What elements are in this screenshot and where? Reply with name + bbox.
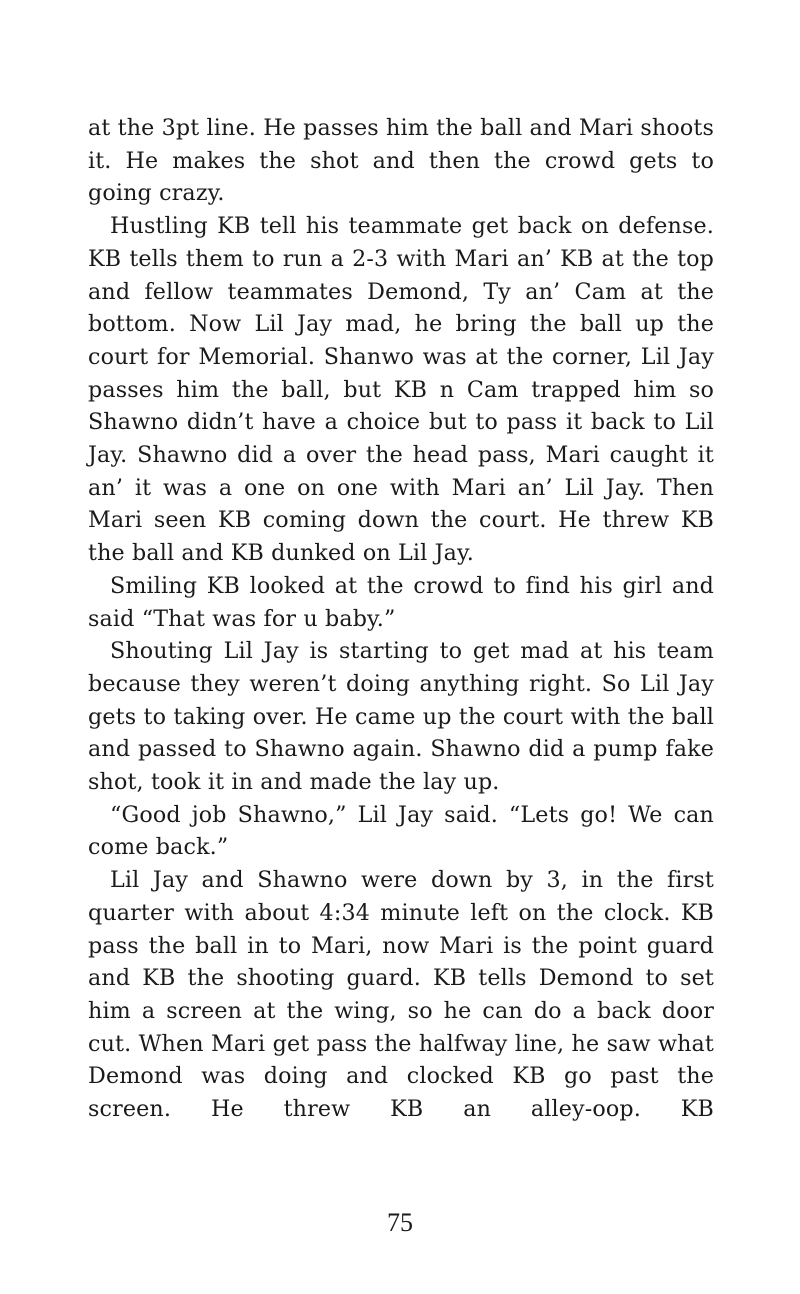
page-number: 75	[387, 1208, 413, 1237]
paragraph-2: Hustling KB tell his teammate get back on defense. KB tells them to run a 2-3 with Mari an’ KB at the top and fellow teammates Demond, Ty an’ Cam at the bottom. Now Lil Jay mad, he bring the ball up the court for Memorial. Shanwo was at the corner, Lil Jay passes him the ball, but KB n Cam trapped him so Shawno didn’t have a choice but to pass it back to Lil Jay. Shawno did a over the head pass, Mari caught it an’ it was a one on one with Mari an’ Lil Jay. Then Mari seen KB coming down the court. He threw KB the ball and KB dunked on Lil Jay.	[88, 213, 714, 567]
paragraph-1: at the 3pt line. He passes him the ball and Mari shoots it. He makes the shot and then the crowd gets to going crazy.	[88, 115, 714, 207]
paragraph-6: Lil Jay and Shawno were down by 3, in the first quarter with about 4:34 minute left on the clock. KB pass the ball in to Mari, now Mari is the point guard and KB the shooting guard. KB tells Demond to set him a screen at the wing, so he can do a back door cut. When Mari get pass the halfway line, he saw what Demond was doing and clocked KB go past the screen. He threw KB an alley-oop. KB	[88, 867, 714, 1123]
paragraph-5: “Good job Shawno,” Lil Jay said. “Lets go! We can come back.”	[88, 801, 714, 861]
paragraph-4: Shouting Lil Jay is starting to get mad at his team because they weren’t doing anything right. So Lil Jay gets to taking over. He came up the court with the ball and passed to Shawno again. Shawno did a pump fake shot, took it in and made the lay up.	[88, 638, 714, 796]
body-text	[88, 112, 714, 1126]
paragraph-3: Smiling KB looked at the crowd to find his girl and said “That was for u baby.”	[88, 572, 714, 632]
